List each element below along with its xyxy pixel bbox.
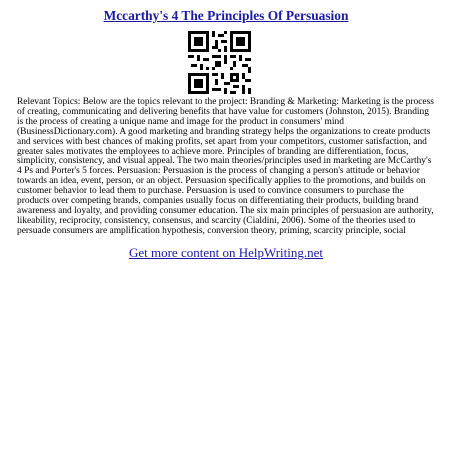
page-title — [0, 7, 452, 24]
helpwriting-link[interactable]: Get more content on HelpWriting.net — [128, 245, 324, 260]
body-text: Relevant Topics: Below are the topics relevant to the project: Branding & Marketing: Marketing is the process of creating, communicating and delivering benefits that have value for customers (Johnston, 2015). Branding is the process of creating a unique name and image for the product in consumers' mind (BusinessDictionary.com). A good marketing and branding strategy helps the organizations to create products and services with best chances of making profits, set apart from your competitors, customer satisfaction, and greater sales motivates the employees to achieve more. Principles of branding are differentiation, focus, simplicity, consistency, and visual appeal. The two main theories/principles used in marketing are McCarthy's 4 Ps and Porter's 5 forces. Persuasion: Persuasion is the process of changing a person's attitude or behavior towards an idea, event, person, or an object. Persuasion specifically applies to the promotions, and builds on customer behavior to lead them to purchase. Persuasion is used to convince consumers to purchase the products over competing brands, companies usually focus on differentiating their products, building brand awareness and loyalty, and providing consumer education. The six main principles of persuasion are authority, likeability, reciprocity, consistency, consensus, and scarcity (Cialdini, 2006). Some of the theories used to persuade consumers are amplification hypothesis, conversion theory, priming, scarcity principle, social — [17, 97, 434, 236]
title-link[interactable]: Mccarthy's 4 The Principles Of Persuasion — [103, 8, 349, 23]
footer — [0, 245, 452, 261]
qr-code-icon — [188, 31, 251, 94]
